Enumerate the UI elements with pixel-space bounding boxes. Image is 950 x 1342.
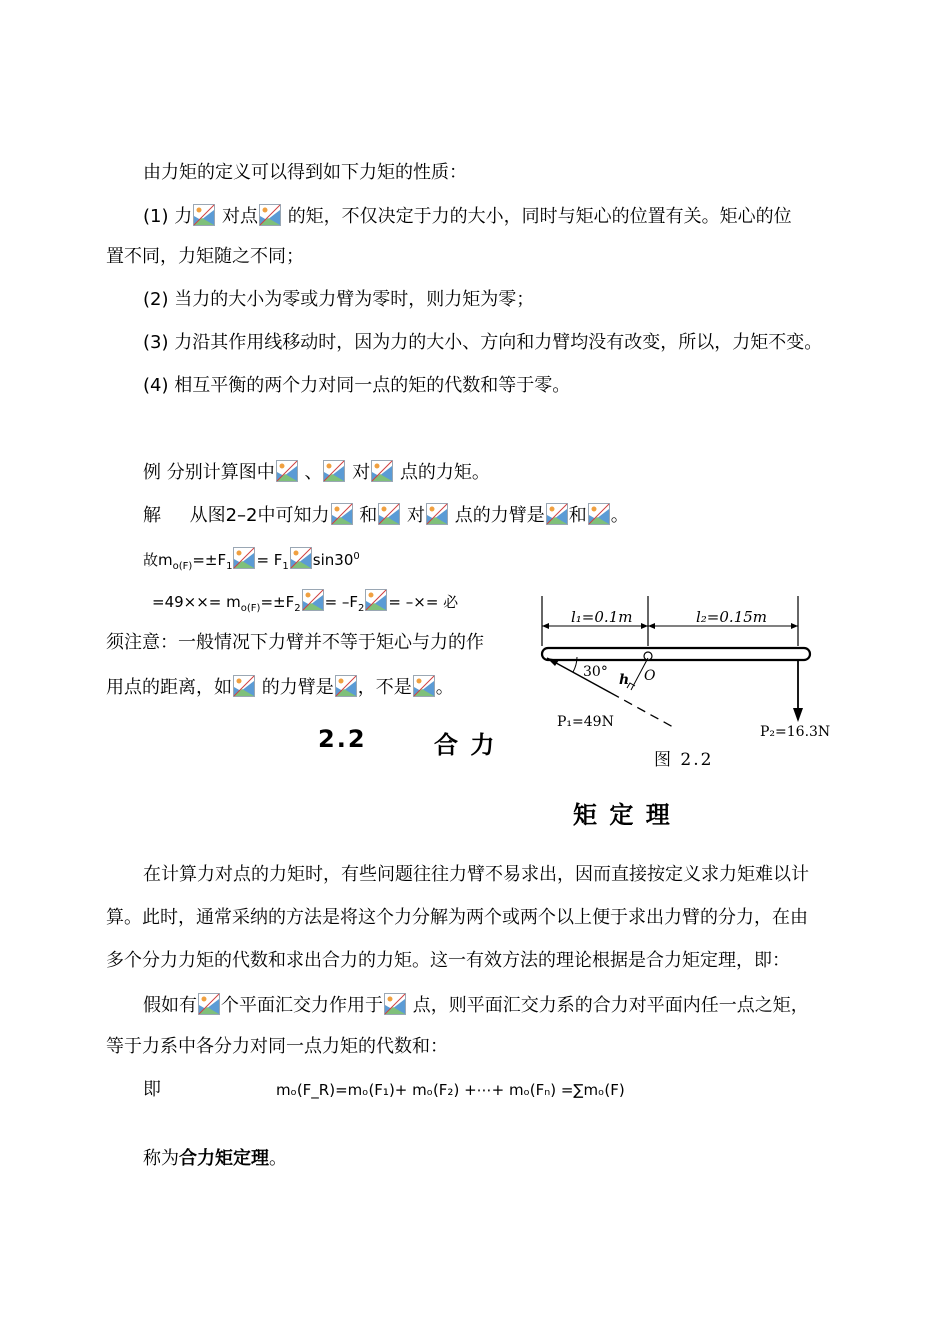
paragraph-2-line-3: 多个分力力矩的代数和求出合力的力矩。这一有效方法的理论根据是合力矩定理，即： <box>106 950 790 971</box>
p2-image-icon <box>378 503 400 525</box>
p1-image-icon <box>331 503 353 525</box>
property-1-cont: 置不同，力矩随之不同； <box>106 246 304 267</box>
paragraph-2-line-2: 算。此时，通常采纳的方法是将这个力分解为两个或两个以上便于求出力臂的分力，在由 <box>106 907 808 928</box>
note-line-2: 用点的距离，如 的力臂是 ，不是 。 <box>106 677 454 698</box>
label-l2: l₂=0.15m <box>696 608 768 626</box>
theorem-formula: mₒ(F_R)=mₒ(F₁)+ mₒ(F₂) +⋯+ mₒ(Fₙ) =∑mₒ(F) <box>276 1081 625 1099</box>
label-angle: 30° <box>583 664 608 680</box>
paragraph-3-line-1: 假如有 个平面汇交力作用于 点，则平面汇交力系的合力对平面内任一点之矩， <box>143 995 809 1016</box>
arm-image-icon <box>302 589 324 611</box>
arm1-image-icon <box>546 503 568 525</box>
paragraph-3-line-2: 等于力系中各分力对同一点力矩的代数和： <box>106 1036 448 1057</box>
label-p1: P₁=49N <box>557 714 614 730</box>
note-line-1: 须注意：一般情况下力臂并不等于矩心与力的作 <box>106 632 484 653</box>
arm-image-icon <box>290 547 312 569</box>
label-p2: P₂=16.3N <box>760 724 831 740</box>
arm-image-icon <box>335 675 357 697</box>
label-l1: l₁=0.1m <box>571 608 633 626</box>
solution-line: 解 从图2–2中可知力 和 对 点的力臂是 和 。 <box>143 505 629 526</box>
section-number: 2.2 <box>318 725 367 753</box>
arm-image-icon <box>233 547 255 569</box>
p2-image-icon <box>323 460 345 482</box>
distance-image-icon <box>413 675 435 697</box>
property-1: (1) 力 对点 的矩，不仅决定于力的大小，同时与矩心的位置有关。矩心的位 <box>143 206 792 227</box>
arm2-image-icon <box>588 503 610 525</box>
p1-image-icon <box>276 460 298 482</box>
arm-image-icon <box>365 589 387 611</box>
n-image-icon <box>198 993 220 1015</box>
property-3: (3) 力沿其作用线移动时，因为力的大小、方向和力臂均没有改变，所以，力矩不变。 <box>143 332 823 353</box>
o-image-icon <box>371 460 393 482</box>
formula-2: $=49\times\times= m_{o(F)}=\pm F_2$ = $-F_2$ = –×= 必 <box>152 589 458 620</box>
force-image-icon <box>193 204 215 226</box>
property-2: (2) 当力的大小为零或力臂为零时，则力矩为零； <box>143 289 535 310</box>
section-title-part1: 合 力 <box>434 731 497 759</box>
conclusion-line: 称为合力矩定理。 <box>143 1148 287 1169</box>
theorem-label: 即 <box>143 1079 161 1100</box>
o-image-icon <box>426 503 448 525</box>
example-line: 例 分别计算图中 、 对 点的力矩。 <box>143 462 490 483</box>
property-4: (4) 相互平衡的两个力对同一点的矩的代数和等于零。 <box>143 375 571 396</box>
paragraph-2-line-1: 在计算力对点的力矩时，有些问题往往力臂不易求出，因而直接按定义求力矩难以计 <box>143 864 809 885</box>
figure-caption: 图 2.2 <box>654 750 714 770</box>
formula-1: 故$m_{o(F)}=\pm F_1$ = $F_1$ $\sin 30^0$ <box>143 546 360 578</box>
section-title-part2: 矩 定 理 <box>573 801 672 829</box>
force-image-icon <box>233 675 255 697</box>
a-image-icon <box>384 993 406 1015</box>
intro-paragraph: 由力矩的定义可以得到如下力矩的性质： <box>143 162 467 183</box>
label-h: h <box>619 672 630 688</box>
lever-figure <box>535 590 835 740</box>
point-image-icon <box>259 204 281 226</box>
label-o: O <box>644 668 656 684</box>
